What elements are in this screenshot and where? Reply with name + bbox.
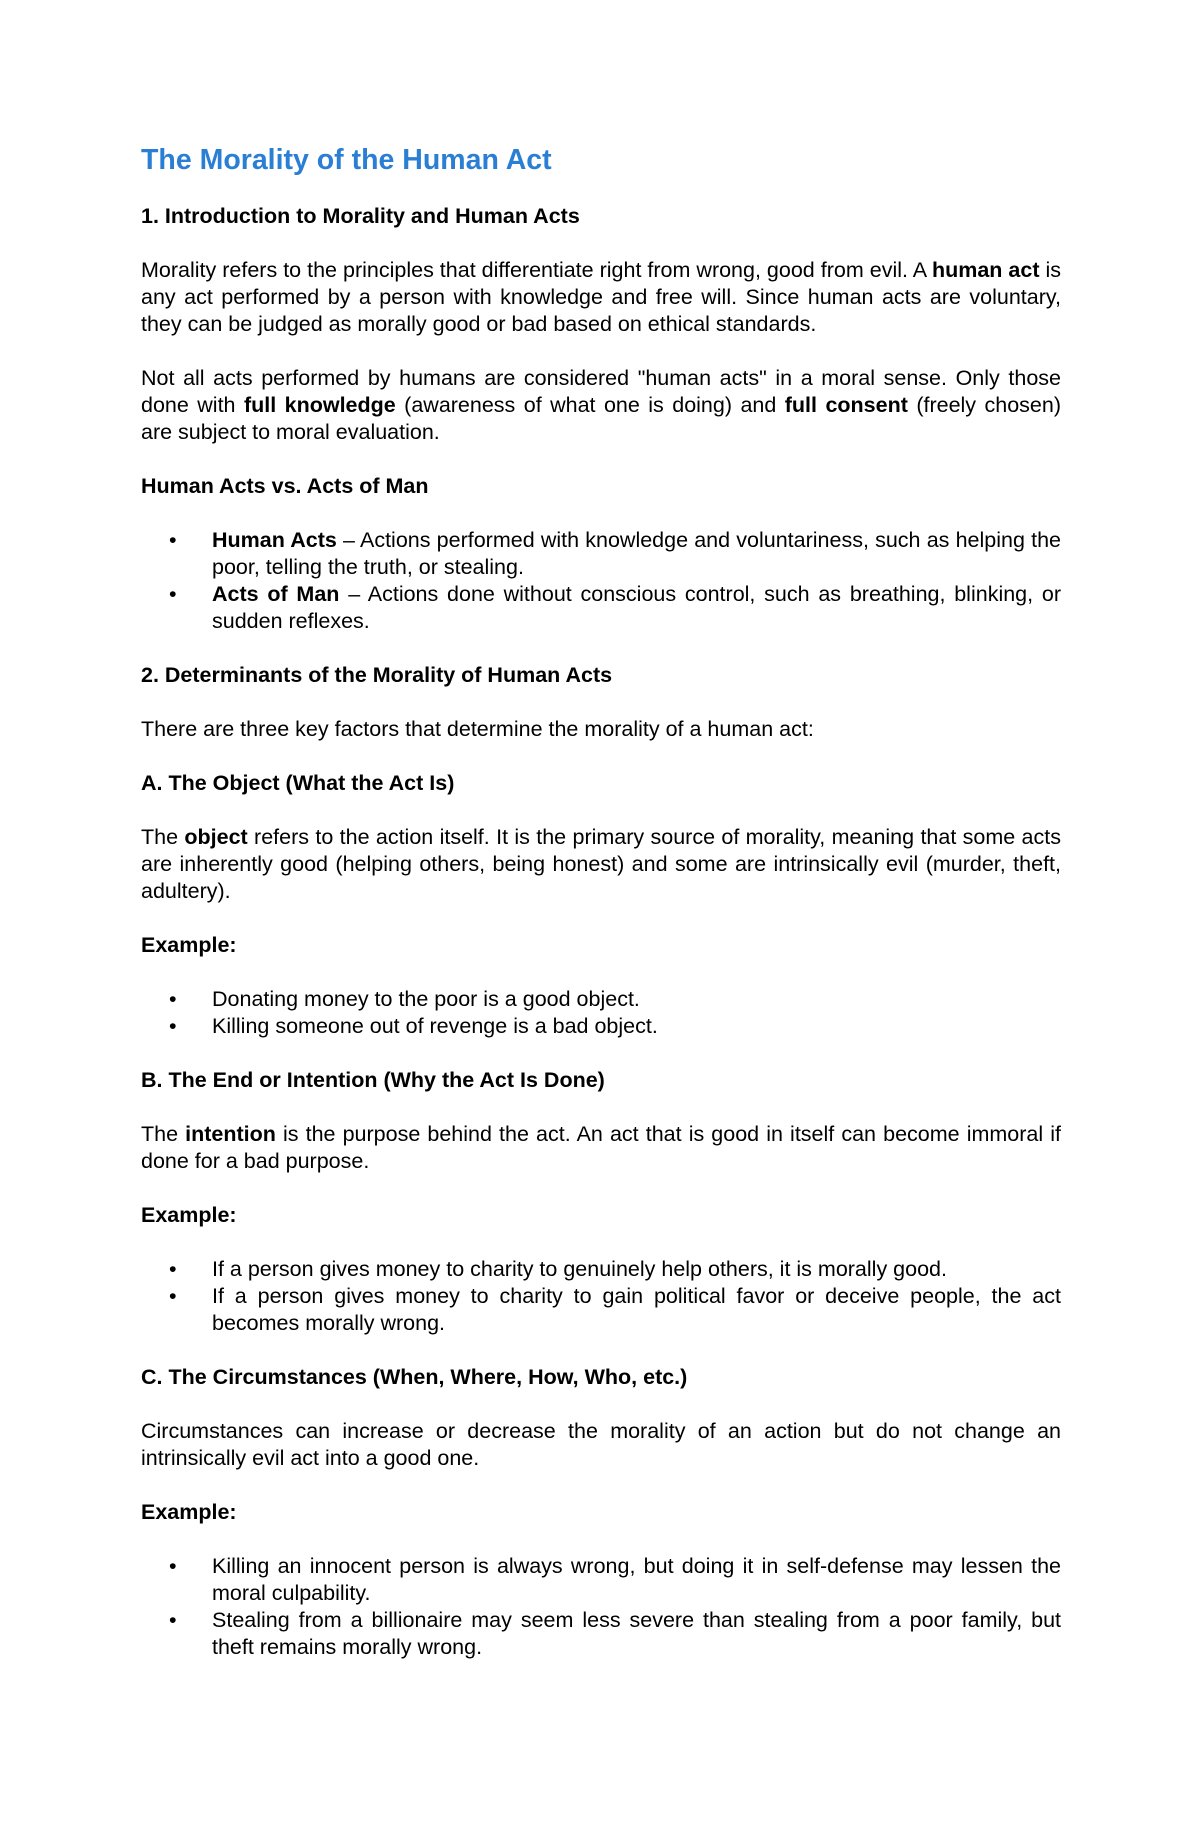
section-1-paragraph-2: Not all acts performed by humans are considered "human acts" in a moral sense. Only those done with full knowledge (awareness of what one is doing) and full consent (freely chosen) are subject to moral evaluation. <box>141 366 1061 444</box>
bullet-icon: • <box>169 1608 177 1632</box>
bullet-icon: • <box>169 1284 177 1308</box>
document-title: The Morality of the Human Act <box>141 144 552 176</box>
example-label: Example: <box>141 1203 237 1227</box>
intention-examples-list <box>141 1256 1061 1337</box>
object-paragraph: The object refers to the action itself. It is the primary source of morality, meaning that some acts are inherently good (helping others, being honest) and some are intrinsically evil (murder, theft, adultery). <box>141 825 1061 903</box>
object-heading: A. The Object (What the Act Is) <box>141 771 455 795</box>
object-examples-list <box>141 986 1061 1040</box>
bullet-icon: • <box>169 1014 177 1038</box>
list-item: • If a person gives money to charity to genuinely help others, it is morally good. <box>169 1257 947 1281</box>
section-1-paragraph-1: Morality refers to the principles that differentiate right from wrong, good from evil. A human act is any act performed by a person with knowledge and free will. Since human acts are voluntary, they can be judged as morally good or bad based on ethical standards. <box>141 258 1062 336</box>
circumstances-heading: C. The Circumstances (When, Where, How, Who, etc.) <box>141 1365 688 1389</box>
intention-paragraph: The intention is the purpose behind the act. An act that is good in itself can become immoral if done for a bad purpose. <box>141 1122 1061 1173</box>
list-item: • Killing an innocent person is always wrong, but doing it in self-defense may lessen the moral culpability. <box>169 1554 1061 1605</box>
list-item: • Human Acts – Actions performed with knowledge and voluntariness, such as helping the poor, telling the truth, or stealing. <box>169 528 1061 579</box>
document-page <box>141 140 1061 1661</box>
bullet-icon: • <box>169 1257 177 1281</box>
bullet-icon: • <box>169 528 177 552</box>
section-1-heading: 1. Introduction to Morality and Human Acts <box>141 204 580 228</box>
list-item: • Killing someone out of revenge is a bad object. <box>169 1014 658 1038</box>
circumstances-paragraph: Circumstances can increase or decrease the morality of an action but do not change an intrinsically evil act into a good one. <box>141 1419 1061 1470</box>
list-item: • Stealing from a billionaire may seem less severe than stealing from a poor family, but theft remains morally wrong. <box>169 1608 1061 1659</box>
bullet-icon: • <box>169 987 177 1011</box>
list-item: • If a person gives money to charity to gain political favor or deceive people, the act becomes morally wrong. <box>169 1284 1061 1335</box>
human-acts-vs-acts-of-man-heading: Human Acts vs. Acts of Man <box>141 474 429 498</box>
list-item: • Acts of Man – Actions done without conscious control, such as breathing, blinking, or sudden reflexes. <box>169 582 1061 633</box>
bullet-icon: • <box>169 1554 177 1578</box>
circumstances-examples-list <box>141 1553 1061 1661</box>
bullet-icon: • <box>169 582 177 606</box>
list-item: • Donating money to the poor is a good object. <box>169 987 640 1011</box>
example-label: Example: <box>141 933 237 957</box>
section-2-heading: 2. Determinants of the Morality of Human Acts <box>141 663 613 687</box>
section-2-intro: There are three key factors that determine the morality of a human act: <box>141 717 814 741</box>
intention-heading: B. The End or Intention (Why the Act Is Done) <box>141 1068 605 1092</box>
example-label: Example: <box>141 1500 237 1524</box>
acts-list <box>141 527 1061 635</box>
